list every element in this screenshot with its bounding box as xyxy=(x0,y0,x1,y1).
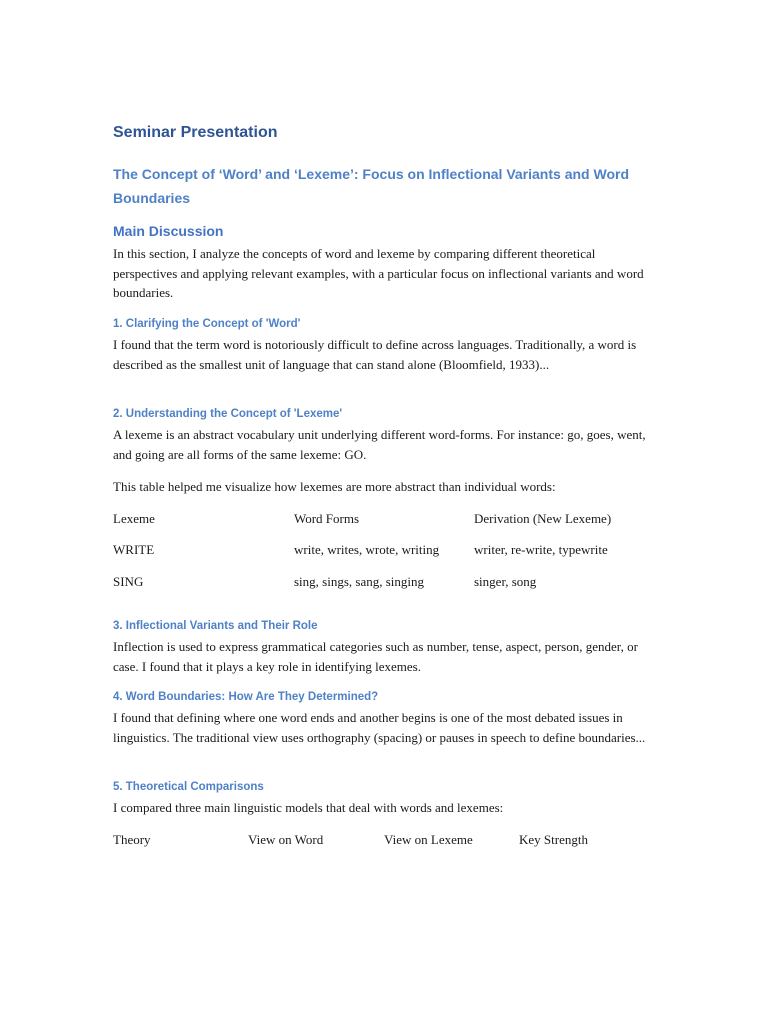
section-3-heading: 3. Inflectional Variants and Their Role xyxy=(113,620,318,632)
section-1-heading: 1. Clarifying the Concept of 'Word' xyxy=(113,318,301,330)
section-4-heading: 4. Word Boundaries: How Are They Determined? xyxy=(113,691,379,703)
intro-paragraph: In this section, I analyze the concepts of word and lexeme by comparing different theoretical perspectives and applying relevant examples, with a particular focus on inflectional variants and word boundaries. xyxy=(113,246,644,300)
section-1-body: I found that the term word is notoriously difficult to define across languages. Traditionally, a word is described as the smallest unit of language that can stand alone (Bloomfield, 1933)... xyxy=(113,337,637,372)
table-cell: sing, sings, sang, singing xyxy=(294,574,425,589)
table-header-cell: Key Strength xyxy=(519,832,588,847)
table-cell: SING xyxy=(113,574,144,589)
section-5-heading: 5. Theoretical Comparisons xyxy=(113,781,264,793)
table-intro-paragraph: This table helped me visualize how lexemes are more abstract than individual words: xyxy=(113,479,556,494)
table-header-cell: View on Lexeme xyxy=(384,832,473,847)
table-cell: write, writes, wrote, writing xyxy=(294,542,440,557)
section-4-body: I found that defining where one word ends and another begins is one of the most debated issues in linguistics. The traditional view uses orthography (spacing) or pauses in speech to define boundaries... xyxy=(113,710,646,745)
table-cell: WRITE xyxy=(113,542,155,557)
table-header-cell: View on Word xyxy=(248,832,324,847)
document-subtitle: The Concept of ‘Word’ and ‘Lexeme’: Focus on Inflectional Variants and Word Boundaries xyxy=(113,166,629,206)
section-2-heading: 2. Understanding the Concept of 'Lexeme' xyxy=(113,408,343,420)
table-cell: writer, re-write, typewrite xyxy=(474,542,608,557)
document-title: Seminar Presentation xyxy=(113,124,278,141)
main-discussion-heading: Main Discussion xyxy=(113,223,224,239)
table-header-cell: Theory xyxy=(113,832,151,847)
section-5-body: I compared three main linguistic models that deal with words and lexemes: xyxy=(113,800,504,815)
table-cell: singer, song xyxy=(474,574,537,589)
table-header-cell: Word Forms xyxy=(294,511,360,526)
table-header-cell: Derivation (New Lexeme) xyxy=(474,511,612,526)
table-header-cell: Lexeme xyxy=(113,511,155,526)
section-2-body: A lexeme is an abstract vocabulary unit underlying different word-forms. For instance: go, goes, went, and going are all forms of the same lexeme: GO. xyxy=(113,427,646,462)
section-3-body: Inflection is used to express grammatical categories such as number, tense, aspect, person, gender, or case. I found that it plays a key role in identifying lexemes. xyxy=(113,639,638,674)
